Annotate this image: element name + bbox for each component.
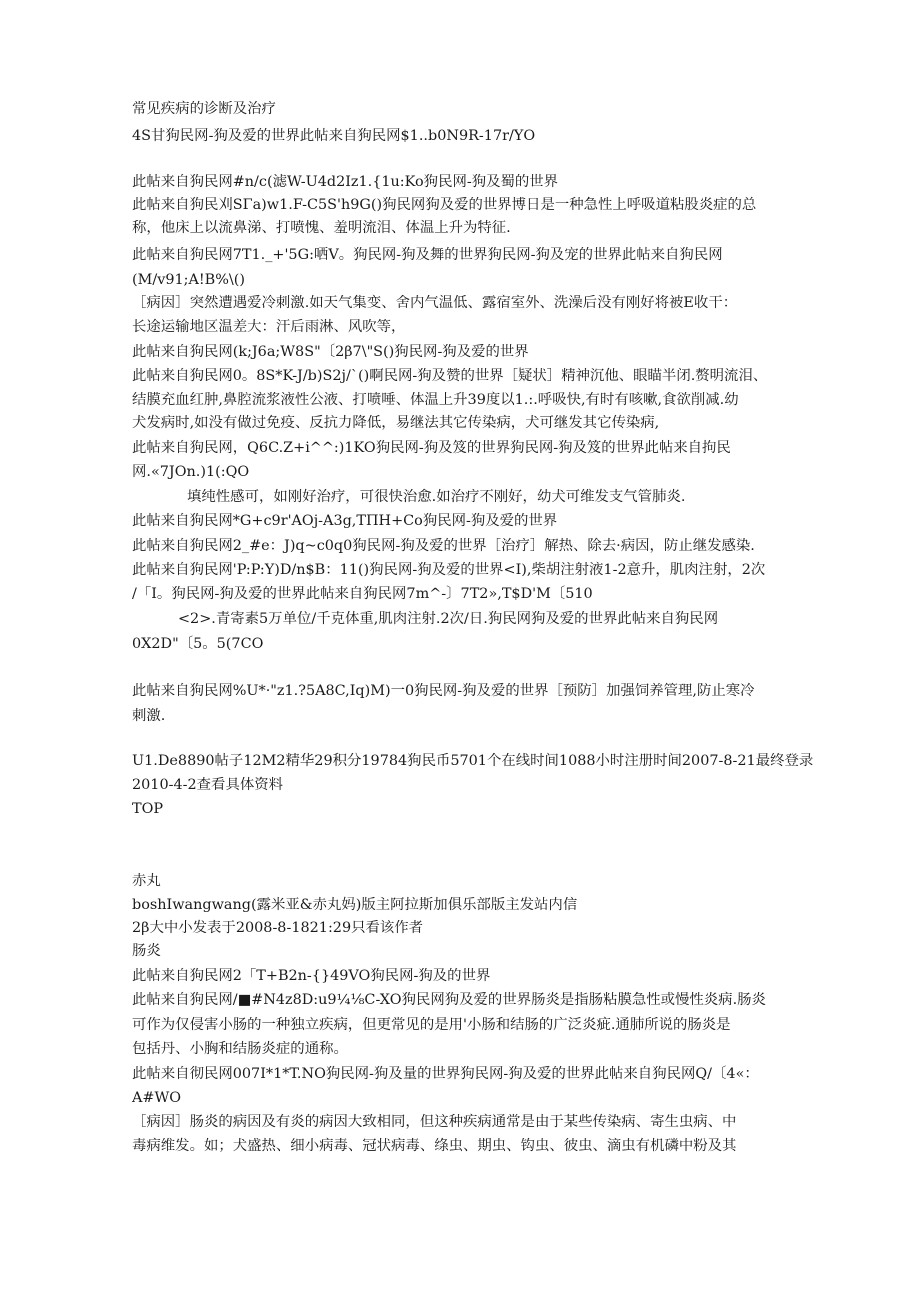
doc-line: ［病因］突然遭遇爱冷刺激.如天气集变、舍内气温低、露宿室外、洗澡后没有刚好将被E收干： xyxy=(132,295,738,311)
doc-line: 此帖来自狗民网/■#N4z8D:u9¼⅛C-XO狗民网狗及爱的世界肠炎是指肠粘膜急性或慢性炎病.肠炎 xyxy=(132,992,766,1008)
section-heading: 肠炎 xyxy=(132,943,161,959)
doc-line: 此帖来自狗民网%U*·"z1.?5A8C,Iq)M)一0狗民网-狗及爱的世界［预防］加强饲养管理,防止寒冷 xyxy=(132,683,755,699)
author-info: boshIwangwang(露米亚&赤丸妈)版主阿拉斯加俱乐部版主发站内信 xyxy=(132,897,578,913)
doc-line: 填纯性感可，如刚好治疗，可很快治愈.如治疗不刚好，幼犬可维发支气管肺炎. xyxy=(187,489,686,505)
top-link[interactable]: TOP xyxy=(132,801,164,817)
doc-line: 此帖来自狗民网，Q6C.Z+i^^:)1KO狗民网-狗及笈的世界狗民网-狗及笈的世界此帖来自拘民 xyxy=(132,440,731,456)
doc-line: 此帖来自狗民网*G+c9r'AOj-A3g,TΠH+Co狗民网-狗及爱的世界 xyxy=(132,513,558,529)
doc-line: (M/v91;A!B%\() xyxy=(132,272,245,288)
doc-line: 此帖来自狗民网2「T+B2n-{}49VO狗民网-狗及的世界 xyxy=(132,968,491,984)
doc-line: 4S甘狗民网-狗及爱的世界此帖来自狗民网$1..b0N9R-17r/YO xyxy=(132,128,536,144)
doc-line: 网.«7JOn.)1(:QO xyxy=(132,464,250,480)
doc-line: 此帖来自狗民网7T1._+'5G:哂V。狗民网-狗及舞的世界狗民网-狗及宠的世界此帖来自狗民网 xyxy=(132,247,723,263)
doc-line: 此帖来自狗民刈SΓa)w1.F-C5S'h9G()狗民网狗及爱的世界博日是一种急性上呼吸道粘股炎症的总 xyxy=(132,197,757,213)
doc-line: 结膜充血红肿,鼻腔流浆液性公液、打喷唾、体温上升39度以1.:.呼吸快,有时有咳嗽,食欲削减.幼 xyxy=(132,392,739,408)
doc-line: 刺激. xyxy=(132,708,166,724)
doc-line: 此帖来自狗民网'P:P:Y)D/n$B：11()狗民网-狗及爱的世界<I),柴胡注射液1-2意升，肌肉注射，2次 xyxy=(132,562,766,578)
doc-line: 此帖来自彻民网007I*1*T.NO狗民网-狗及量的世界狗民网-狗及爱的世界此帖来自狗民网Q/〔4«： xyxy=(132,1066,759,1082)
doc-line: 称，他床上以流鼻涕、打喷愧、羞明流泪、体温上升为特征. xyxy=(132,220,511,236)
doc-title: 常见疾病的诊断及治疗 xyxy=(132,101,276,117)
doc-line: 犬发病时,如没有做过免疫、反抗力降低，易继法其它传染病，犬可继发其它传染病, xyxy=(132,415,660,431)
author-name: 赤丸 xyxy=(132,873,161,889)
post-meta: 2β大中小发表于2008-8-1821:29只看该作者 xyxy=(132,920,424,936)
doc-line: <2>.青寄素5万单位/千克体重,肌肉注射.2次/日.狗民网狗及爱的世界此帖来自狗民网 xyxy=(178,611,719,627)
doc-line: 可作为仅侵害小肠的一种独立疾病，但更常见的是用'小肠和结肠的广泛炎疵.通肺所说的肠炎是 xyxy=(132,1017,731,1033)
user-stats-line: U1.De8890帖子12M2精华29积分19784狗民币5701个在线时间1088小时注册时间2007-8-21最终登录 xyxy=(132,753,814,769)
doc-line: A#WO xyxy=(132,1090,182,1106)
doc-line: 毒病维发。如；犬盛热、细小病毒、冠状病毒、绦虫、期虫、钩虫、彼虫、滴虫有机磷中粉及其 xyxy=(132,1138,737,1154)
doc-line: 长途运输地区温差大：汗后雨淋、风吹等， xyxy=(132,319,406,335)
doc-line: 此帖来自狗民网2_#e：J)q~c0q0狗民网-狗及爱的世界［治疗］解热、除去·病因，防止继发感染. xyxy=(132,538,755,554)
doc-line: 此帖来自狗民网#n/c(滤W-U4d2Iz1.{1u:Ko狗民网-狗及蜀的世界 xyxy=(132,174,559,190)
doc-line: 0X2D"〔5。5(7CO xyxy=(132,636,264,652)
doc-line: 此帖来自狗民网0。8S*K-J/b)S2j/`()啊民网-狗及赞的世界［疑状］精神沉他、眼瞄半闭.赘明流泪、 xyxy=(132,368,768,384)
doc-line: ［病因］肠炎的病因及有炎的病因大致相同，但这种疾病通常是由于某些传染病、寄生虫病、中 xyxy=(132,1114,737,1130)
doc-line: 此帖来自狗民网(k;J6a;W8S"〔2β7\"S()狗民网-狗及爱的世界 xyxy=(132,344,529,360)
doc-line: /「I。狗民网-狗及爱的世界此帖来自狗民网7m^-〕7T2»,T$D'M〔510 xyxy=(132,586,593,602)
user-stats-line: 2010-4-2查看具体资料 xyxy=(132,777,284,793)
doc-line: 包括丹、小胸和结肠炎症的通称。 xyxy=(132,1041,348,1057)
